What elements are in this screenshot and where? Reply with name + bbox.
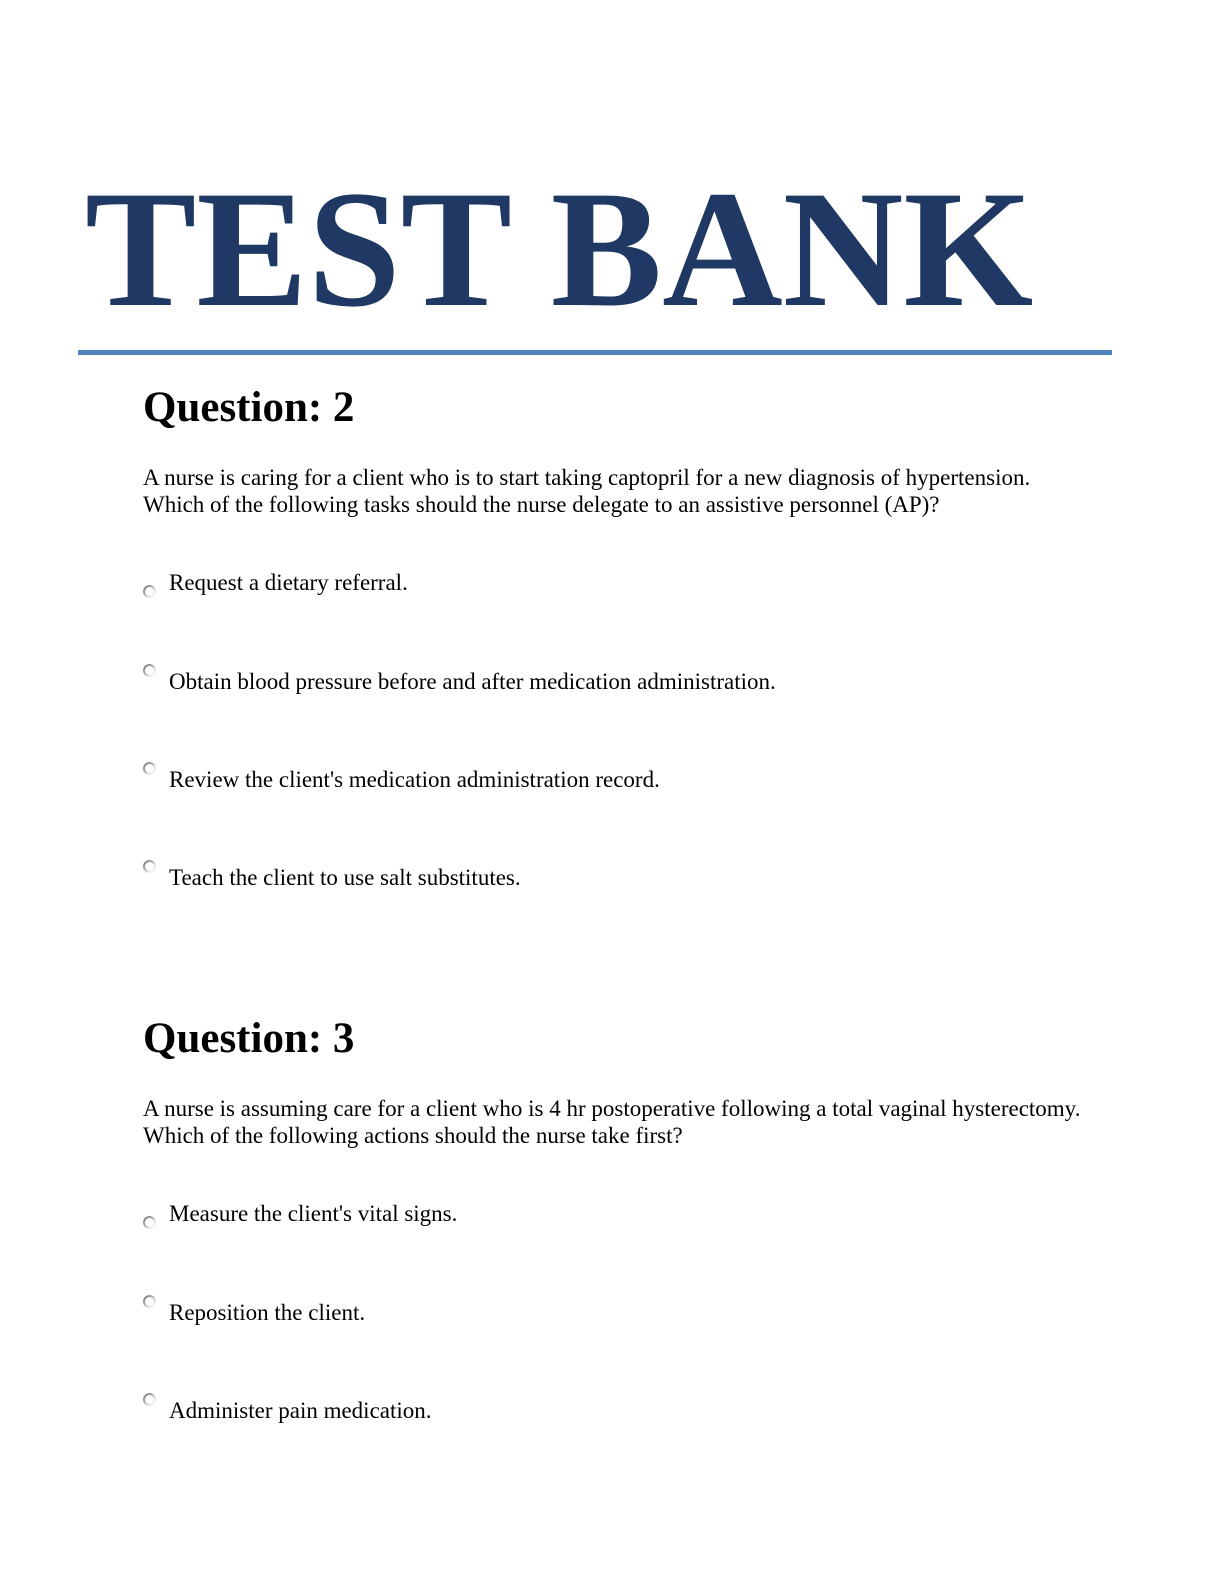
option-label: Reposition the client. <box>169 1300 366 1325</box>
question-heading: Question: 2 <box>143 384 355 431</box>
answer-option[interactable] <box>143 864 1112 892</box>
radio-button-icon[interactable] <box>143 1295 156 1308</box>
answer-option[interactable] <box>143 569 1112 598</box>
option-label: Teach the client to use salt substitutes. <box>169 865 521 890</box>
option-label: Administer pain medication. <box>169 1398 432 1423</box>
radio-button-icon[interactable] <box>143 1393 156 1406</box>
question-heading: Question: 3 <box>143 1015 355 1062</box>
radio-button-icon[interactable] <box>143 762 156 775</box>
question-prompt: A nurse is caring for a client who is to start taking captopril for a new diagnosis of hypertension. Which of the following tasks should the nurse delegate to an assistive personnel (AP)? <box>143 465 1031 517</box>
answer-option[interactable] <box>143 1397 1112 1425</box>
question-section-2 <box>143 383 1112 892</box>
option-label: Obtain blood pressure before and after medication administration. <box>169 669 776 694</box>
radio-button-icon[interactable] <box>143 585 156 598</box>
radio-button-icon[interactable] <box>143 664 156 677</box>
title-divider <box>78 350 1112 355</box>
answer-option[interactable] <box>143 1299 1112 1327</box>
answer-options <box>143 1200 1112 1425</box>
option-label: Review the client's medication administration record. <box>169 767 660 792</box>
document-content <box>0 157 1224 1425</box>
answer-option[interactable] <box>143 668 1112 696</box>
question-section-3 <box>143 1014 1112 1425</box>
option-label: Measure the client's vital signs. <box>169 1201 458 1226</box>
radio-button-icon[interactable] <box>143 1216 156 1229</box>
option-label: Request a dietary referral. <box>169 570 408 595</box>
question-prompt: A nurse is assuming care for a client who is 4 hr postoperative following a total vaginal hysterectomy. Which of the following actions should the nurse take first? <box>143 1096 1081 1148</box>
answer-option[interactable] <box>143 766 1112 794</box>
page-title: TEST BANK <box>85 157 1034 342</box>
answer-options <box>143 569 1112 892</box>
answer-option[interactable] <box>143 1200 1112 1229</box>
radio-button-icon[interactable] <box>143 860 156 873</box>
